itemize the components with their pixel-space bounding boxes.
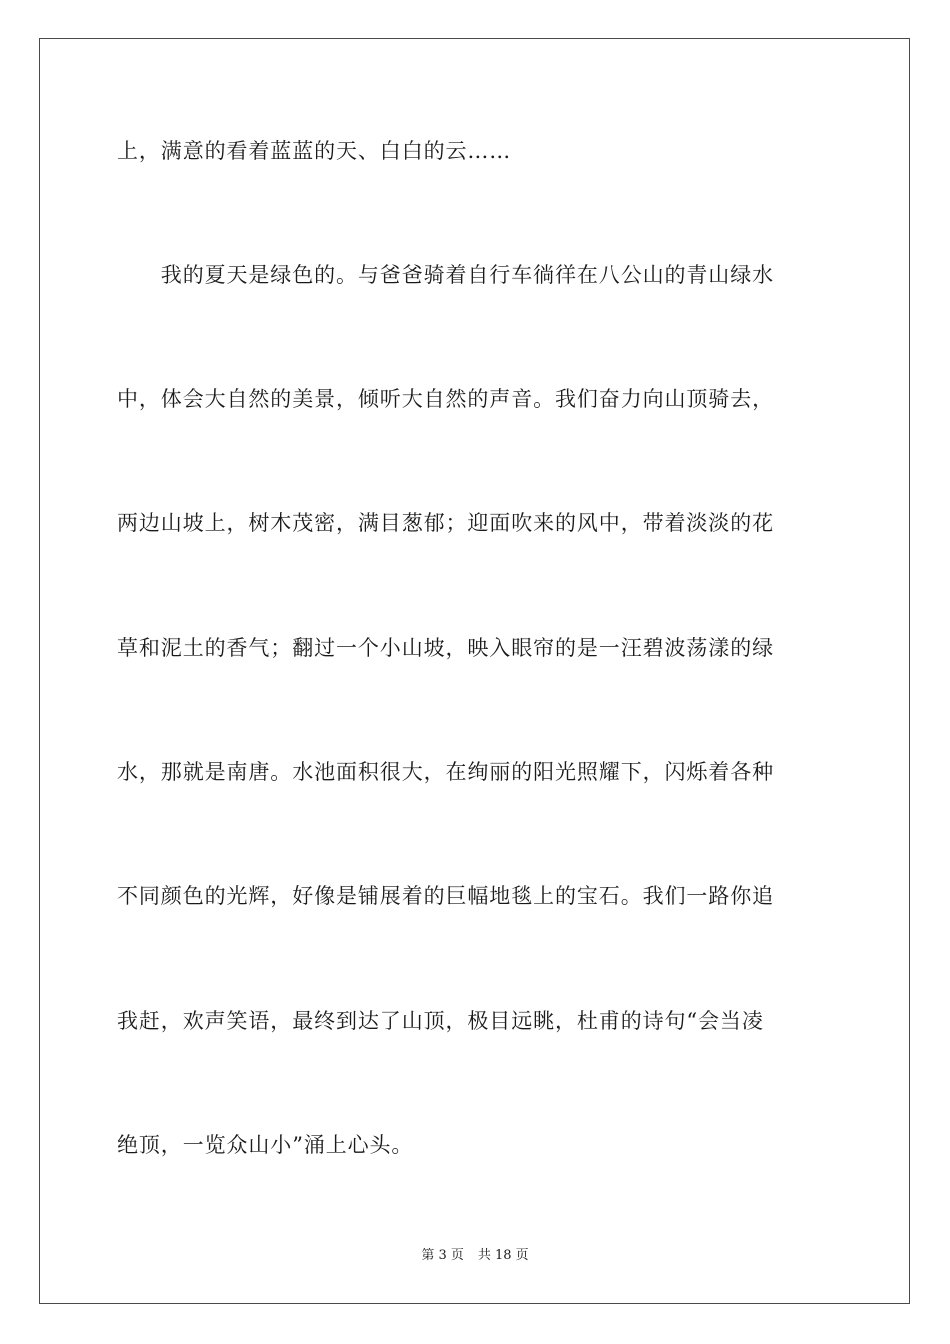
page-border xyxy=(39,38,910,1304)
paragraph-line: 水，那就是南唐。水池面积很大，在绚丽的阳光照耀下，闪烁着各种 xyxy=(117,760,774,784)
page-footer xyxy=(0,1246,950,1266)
page-count: 共 18 页 xyxy=(477,1248,529,1263)
paragraph-line: 中，体会大自然的美景，倾听大自然的声音。我们奋力向山顶骑去， xyxy=(117,387,774,411)
paragraph-line: 上，满意的看着蓝蓝的天、白白的云…… xyxy=(117,139,512,163)
paragraph-line: 草和泥土的香气；翻过一个小山坡，映入眼帘的是一汪碧波荡漾的绿 xyxy=(117,636,774,660)
paragraph-line: 我赶，欢声笑语，最终到达了山顶，极目远眺，杜甫的诗句“会当凌 xyxy=(117,1009,764,1033)
paragraph-line: 两边山坡上，树木茂密，满目葱郁；迎面吹来的风中，带着淡淡的花 xyxy=(117,511,774,535)
paragraph-line: 绝顶，一览众山小”涌上心头。 xyxy=(117,1133,414,1157)
paragraph-line: 不同颜色的光辉，好像是铺展着的巨幅地毯上的宝石。我们一路你追 xyxy=(117,884,774,908)
paragraph-line: 我的夏天是绿色的。与爸爸骑着自行车徜徉在八公山的青山绿水 xyxy=(117,263,774,287)
page-number: 第 3 页 xyxy=(421,1248,464,1263)
